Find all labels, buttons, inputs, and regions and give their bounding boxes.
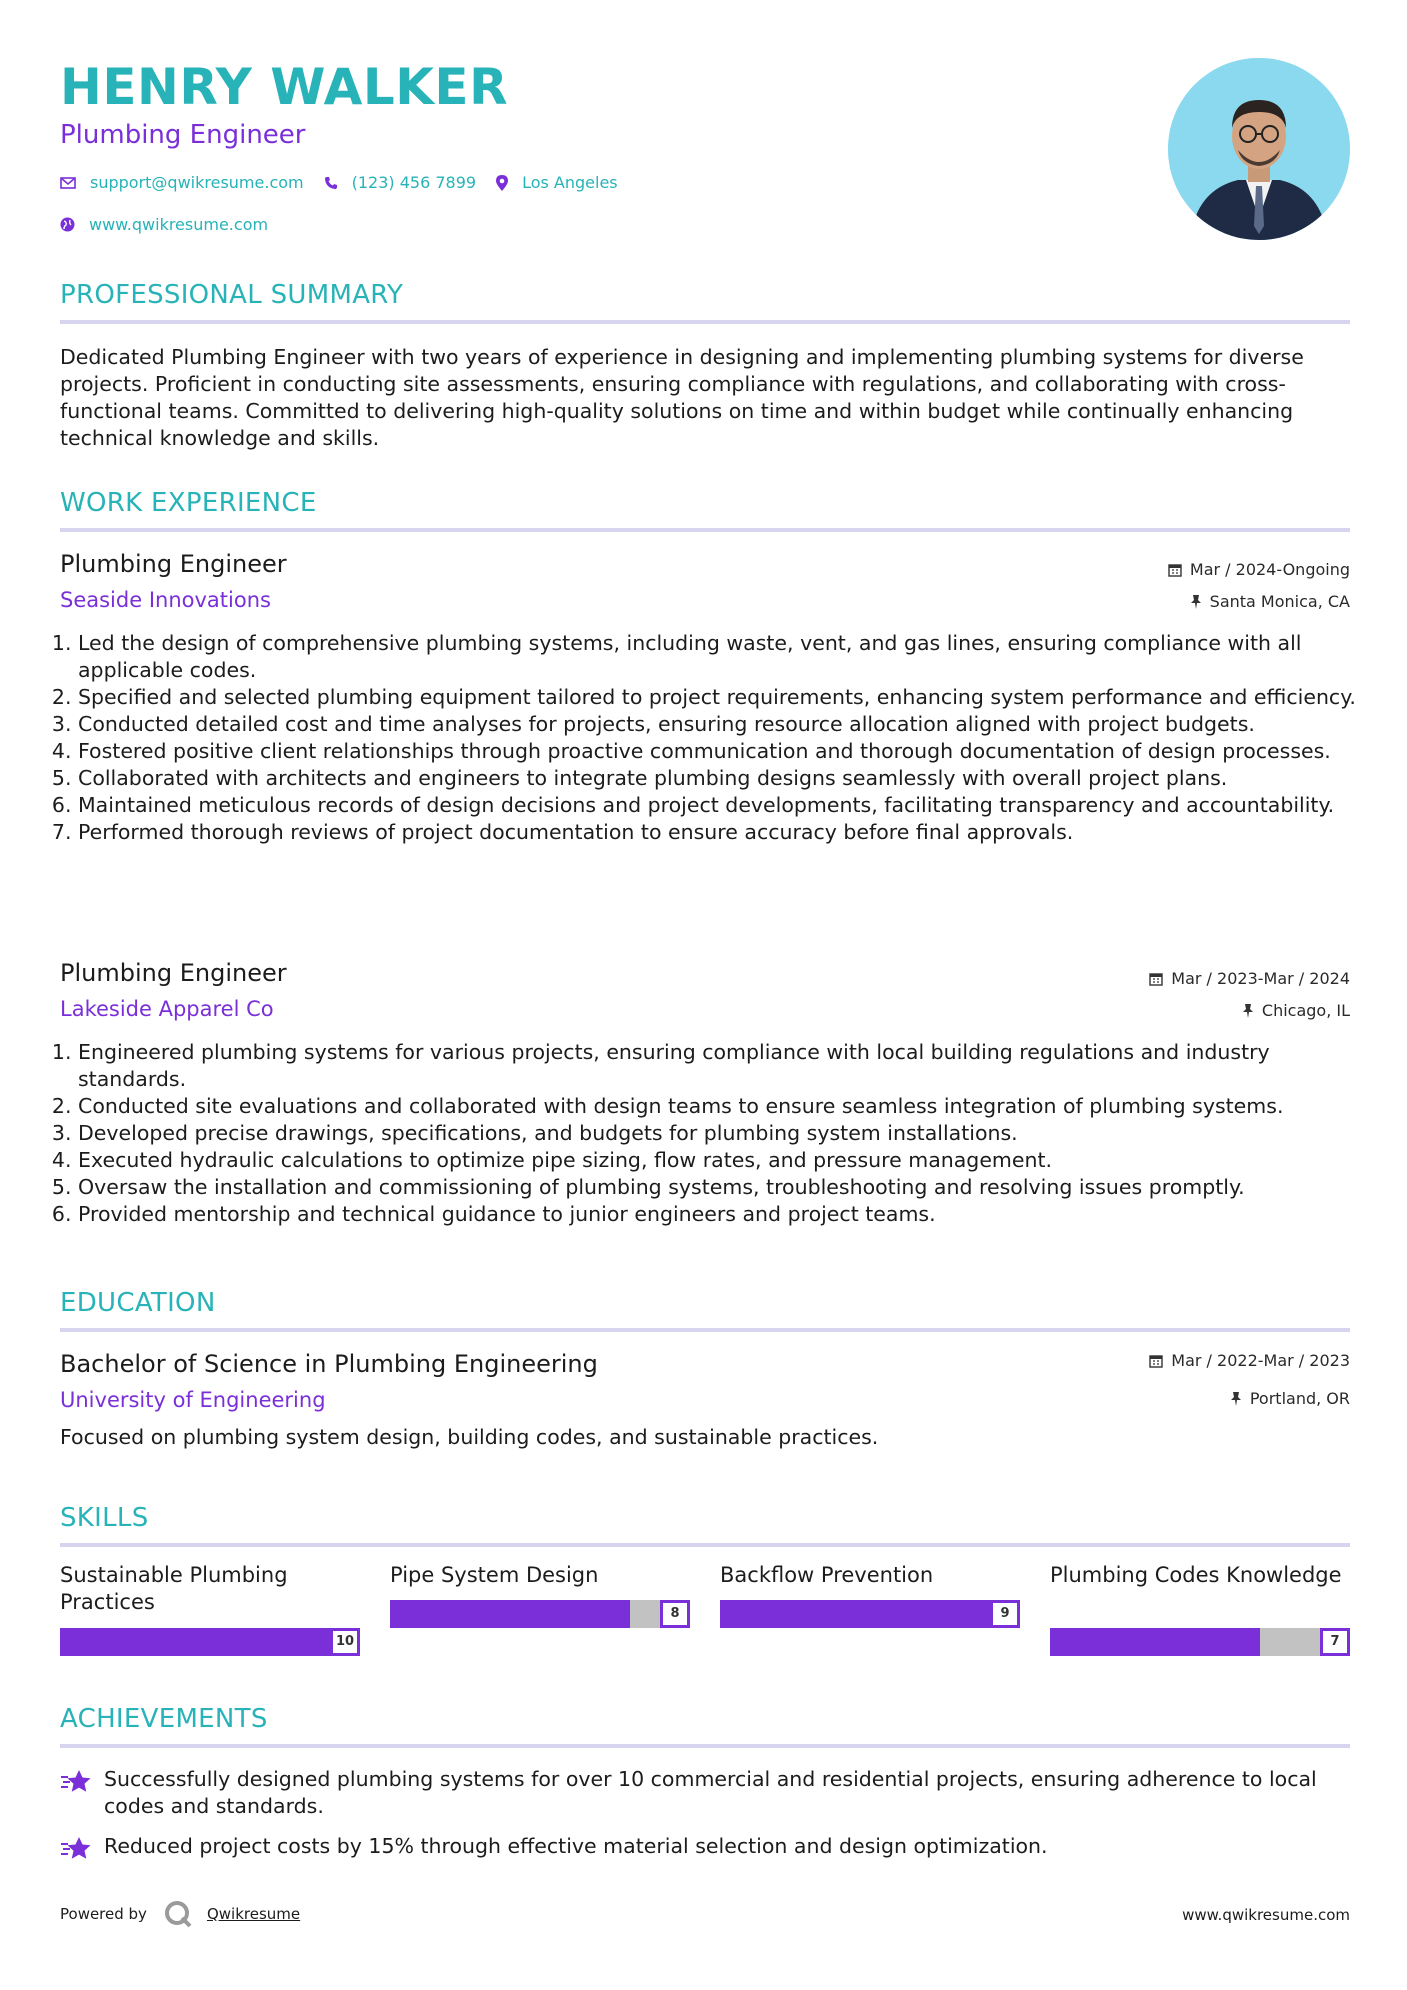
list-item: 5. Oversaw the installation and commissioning of plumbing systems, troubleshooting and resolving issues promptly. bbox=[78, 1174, 1368, 1201]
section-divider bbox=[60, 320, 1350, 324]
job-company: Seaside Innovations bbox=[60, 588, 271, 612]
pin-icon bbox=[1242, 1004, 1254, 1018]
skill-segment-filled bbox=[180, 1628, 210, 1656]
skill-segment-filled bbox=[540, 1600, 570, 1628]
profile-photo bbox=[1168, 58, 1350, 240]
skill-segment-filled bbox=[420, 1600, 450, 1628]
skill-segment-filled bbox=[480, 1600, 510, 1628]
skill-name: Sustainable Plumbing Practices bbox=[60, 1563, 288, 1614]
job-title: Plumbing Engineer bbox=[60, 550, 287, 578]
achievement-item bbox=[60, 1833, 1350, 1861]
skill-segment-filled bbox=[900, 1600, 930, 1628]
education-heading: EDUCATION bbox=[60, 1288, 216, 1318]
skill-segment-filled bbox=[150, 1628, 180, 1656]
experience-heading: WORK EXPERIENCE bbox=[60, 488, 317, 518]
skill-segment-filled bbox=[390, 1600, 420, 1628]
achievement-text: Reduced project costs by 15% through effective material selection and design optimization. bbox=[104, 1834, 1048, 1858]
skill-score: 10 bbox=[330, 1628, 360, 1656]
list-item: 3. Developed precise drawings, specifications, and budgets for plumbing system installations. bbox=[78, 1120, 1368, 1147]
resume-page bbox=[60, 0, 1356, 1990]
skill-segment-filled bbox=[600, 1600, 630, 1628]
mail-icon bbox=[60, 177, 76, 189]
skill-segment-filled bbox=[90, 1628, 120, 1656]
skill-bar bbox=[390, 1600, 690, 1628]
skill-segment-filled bbox=[1080, 1628, 1110, 1656]
skill-bar bbox=[720, 1600, 1020, 1628]
skill-segment-filled bbox=[1050, 1628, 1080, 1656]
list-item: 5. Collaborated with architects and engineers to integrate plumbing designs seamlessly with overall project plans. bbox=[78, 765, 1368, 792]
skill-segment-filled bbox=[1110, 1628, 1140, 1656]
contact-row-1 bbox=[60, 173, 638, 192]
contact-row-2 bbox=[60, 215, 288, 234]
job-location-text: Santa Monica, CA bbox=[1209, 592, 1350, 611]
skill-segment-filled bbox=[240, 1628, 270, 1656]
education-description: Focused on plumbing system design, building codes, and sustainable practices. bbox=[60, 1425, 879, 1449]
brand-link[interactable]: Qwikresume bbox=[206, 1905, 301, 1923]
skill-segment-filled bbox=[960, 1600, 990, 1628]
star-award-icon bbox=[60, 1835, 92, 1861]
skill-segment-filled bbox=[750, 1600, 780, 1628]
skill-item bbox=[390, 1562, 690, 1662]
skill-segment-filled bbox=[300, 1628, 330, 1656]
list-item: 4. Fostered positive client relationships through proactive communication and thorough documentation of design processes. bbox=[78, 738, 1368, 765]
job-company: Lakeside Apparel Co bbox=[60, 997, 274, 1021]
footer-website[interactable]: www.qwikresume.com bbox=[1182, 1906, 1350, 1924]
skill-segment-filled bbox=[780, 1600, 810, 1628]
section-divider bbox=[60, 1744, 1350, 1748]
skill-segment-filled bbox=[1170, 1628, 1200, 1656]
list-item: 1. Led the design of comprehensive plumbing systems, including waste, vent, and gas lines, ensuring compliance with all applicable codes. bbox=[78, 630, 1368, 684]
job-title: Plumbing Engineer bbox=[60, 959, 287, 987]
pin-icon bbox=[1230, 1392, 1242, 1406]
job-dates-text: Mar / 2023-Mar / 2024 bbox=[1171, 969, 1350, 988]
education-dates-text: Mar / 2022-Mar / 2023 bbox=[1171, 1351, 1350, 1370]
summary-text: Dedicated Plumbing Engineer with two years of experience in designing and implementing plumbing systems for diverse projects. Proficient in conducting site assessments, ensuring compliance with regulations, and collaborating with cross-functional teams. Committed to delivering high-quality solutions on time and within budget while continually enhancing technical knowledge and skills. bbox=[60, 345, 1304, 450]
skill-segment-empty bbox=[630, 1600, 660, 1628]
list-item: 6. Maintained meticulous records of design decisions and project developments, facilitating transparency and accountability. bbox=[78, 792, 1368, 819]
powered-by-label: Powered by bbox=[60, 1905, 147, 1923]
website-text: www.qwikresume.com bbox=[89, 215, 269, 234]
calendar-icon bbox=[1149, 1354, 1163, 1368]
skill-bar bbox=[60, 1628, 360, 1656]
list-item: 2. Specified and selected plumbing equipment tailored to project requirements, enhancing system performance and efficiency. bbox=[78, 684, 1368, 711]
achievements-heading: ACHIEVEMENTS bbox=[60, 1704, 268, 1734]
avatar-illustration bbox=[1168, 58, 1350, 240]
email-text: support@qwikresume.com bbox=[90, 173, 304, 192]
school-name: University of Engineering bbox=[60, 1388, 326, 1412]
location-pin-icon bbox=[496, 175, 508, 191]
job-location bbox=[1242, 1001, 1350, 1020]
section-divider bbox=[60, 528, 1350, 532]
skill-item bbox=[720, 1562, 1020, 1662]
achievement-text: Successfully designed plumbing systems for over 10 commercial and residential projects, ensuring adherence to local codes and standards. bbox=[104, 1767, 1317, 1818]
phone-icon bbox=[324, 176, 338, 190]
education-location bbox=[1230, 1389, 1350, 1408]
education-location-text: Portland, OR bbox=[1249, 1389, 1350, 1408]
skill-name: Plumbing Codes Knowledge bbox=[1050, 1563, 1342, 1587]
skill-item bbox=[1050, 1562, 1350, 1662]
skill-score: 9 bbox=[990, 1600, 1020, 1628]
candidate-name: HENRY WALKER bbox=[60, 58, 509, 116]
skill-segment-filled bbox=[210, 1628, 240, 1656]
contact-phone[interactable] bbox=[324, 173, 476, 192]
skill-segment-filled bbox=[870, 1600, 900, 1628]
list-item: 1. Engineered plumbing systems for various projects, ensuring compliance with local building regulations and industry standards. bbox=[78, 1039, 1368, 1093]
calendar-icon bbox=[1168, 563, 1182, 577]
contact-website[interactable] bbox=[60, 215, 268, 234]
list-item: 4. Executed hydraulic calculations to optimize pipe sizing, flow rates, and pressure management. bbox=[78, 1147, 1368, 1174]
skill-segment-filled bbox=[840, 1600, 870, 1628]
job-dates bbox=[1168, 560, 1350, 579]
skill-segment-filled bbox=[1200, 1628, 1230, 1656]
job-location-text: Chicago, IL bbox=[1261, 1001, 1350, 1020]
skill-name: Backflow Prevention bbox=[720, 1563, 934, 1587]
footer-powered-by bbox=[60, 1899, 300, 1929]
skill-segment-filled bbox=[1230, 1628, 1260, 1656]
skill-segment-filled bbox=[720, 1600, 750, 1628]
skill-score: 8 bbox=[660, 1600, 690, 1628]
section-divider bbox=[60, 1543, 1350, 1547]
skill-segment-filled bbox=[270, 1628, 300, 1656]
list-item: 3. Conducted detailed cost and time analyses for projects, ensuring resource allocation aligned with project budgets. bbox=[78, 711, 1368, 738]
skill-score: 7 bbox=[1320, 1628, 1350, 1656]
skill-segment-filled bbox=[120, 1628, 150, 1656]
skill-segment-filled bbox=[570, 1600, 600, 1628]
skill-segment-filled bbox=[60, 1628, 90, 1656]
pin-icon bbox=[1190, 595, 1202, 609]
degree-title: Bachelor of Science in Plumbing Engineering bbox=[60, 1350, 598, 1378]
job-dates-text: Mar / 2024-Ongoing bbox=[1189, 560, 1350, 579]
phone-text: (123) 456 7899 bbox=[351, 173, 477, 192]
job-dates bbox=[1149, 969, 1350, 988]
achievement-item bbox=[60, 1766, 1350, 1820]
skill-segment-filled bbox=[510, 1600, 540, 1628]
job-bullets bbox=[60, 1039, 1368, 1228]
contact-location bbox=[496, 173, 618, 192]
job-location bbox=[1190, 592, 1350, 611]
skill-segment-filled bbox=[930, 1600, 960, 1628]
location-text: Los Angeles bbox=[522, 173, 618, 192]
skill-segment-filled bbox=[1140, 1628, 1170, 1656]
skill-name: Pipe System Design bbox=[390, 1563, 599, 1587]
list-item: 7. Performed thorough reviews of project documentation to ensure accuracy before final approvals. bbox=[78, 819, 1368, 846]
candidate-title: Plumbing Engineer bbox=[60, 120, 306, 150]
list-item: 6. Provided mentorship and technical guidance to junior engineers and project teams. bbox=[78, 1201, 1368, 1228]
skill-bar bbox=[1050, 1628, 1350, 1656]
qwikresume-logo-icon bbox=[163, 1899, 193, 1929]
contact-email[interactable] bbox=[60, 173, 304, 192]
summary-heading: PROFESSIONAL SUMMARY bbox=[60, 280, 404, 310]
job-bullets bbox=[60, 630, 1368, 846]
section-divider bbox=[60, 1328, 1350, 1332]
star-award-icon bbox=[60, 1768, 92, 1794]
skill-segment-filled bbox=[450, 1600, 480, 1628]
education-dates bbox=[1149, 1351, 1350, 1370]
skills-heading: SKILLS bbox=[60, 1503, 149, 1533]
list-item: 2. Conducted site evaluations and collaborated with design teams to ensure seamless integration of plumbing systems. bbox=[78, 1093, 1368, 1120]
calendar-icon bbox=[1149, 972, 1163, 986]
skill-segment-filled bbox=[810, 1600, 840, 1628]
skill-segment-empty bbox=[1290, 1628, 1320, 1656]
globe-icon bbox=[60, 217, 75, 232]
skill-segment-empty bbox=[1260, 1628, 1290, 1656]
skill-item bbox=[60, 1562, 360, 1662]
